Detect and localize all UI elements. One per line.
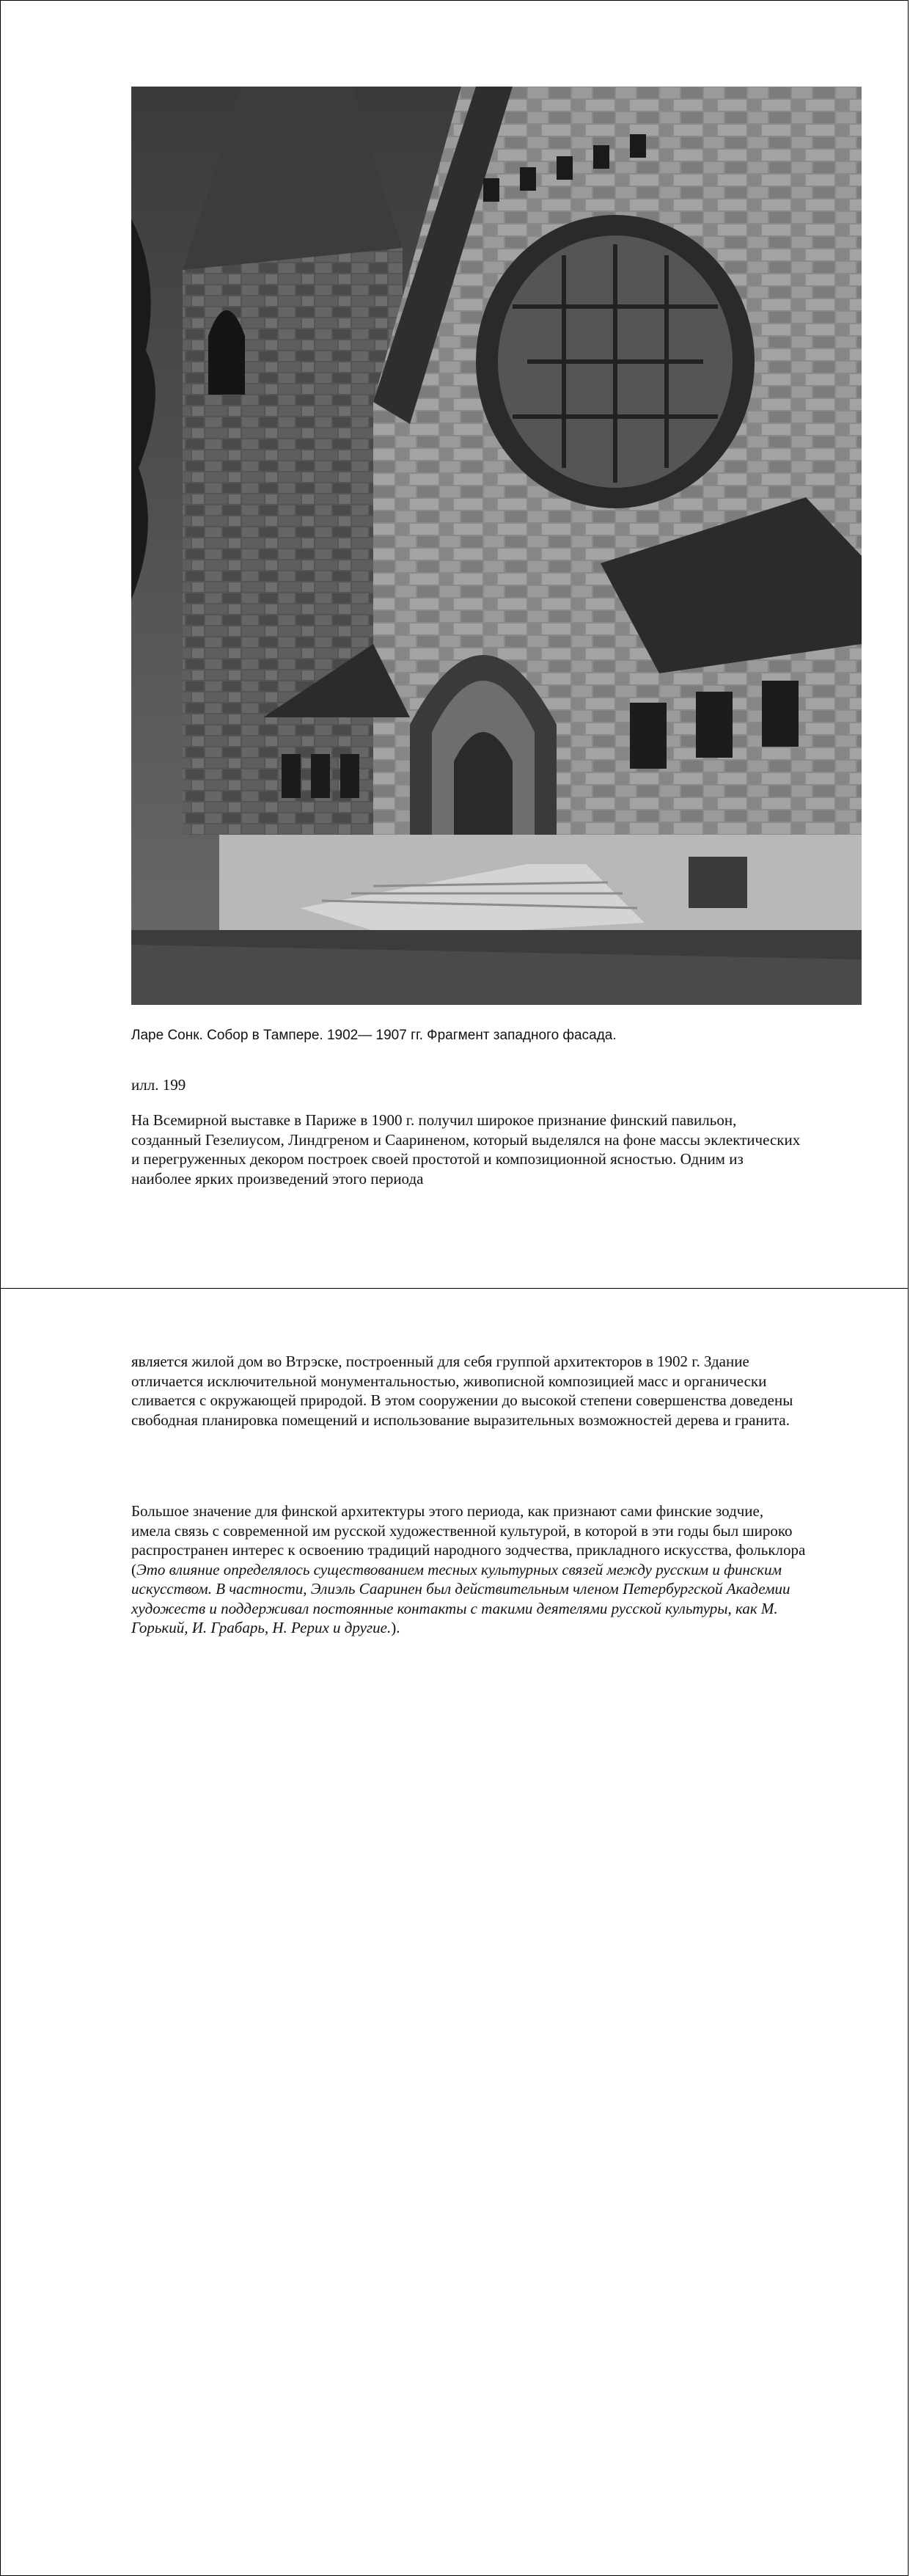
illustration-label: илл. 199 bbox=[131, 1076, 186, 1094]
paragraph-1: На Всемирной выставке в Париже в 1900 г. получил широкое признание финский павильон, созданный Гезелиусом, Линдгреном и Саариненом, который выделялся на фоне массы эклектических и перегруженных декором построек своей простотой и композиционной ясностью. Одним из наиболее ярких произведений этого периода bbox=[131, 1111, 801, 1188]
paragraph-3-italic-note: Это влияние определялось существованием тесных культурных связей между русским и финским искусством. В частности, Элиэль Сааринен был действительным членом Петербургской Академии художеств и поддерживал постоянные контакты с такими деятелями русской культуры, как М. Горький, И. Грабарь, Н. Рерих и другие. bbox=[131, 1560, 790, 1636]
page-2 bbox=[0, 1288, 909, 2576]
cathedral-facade-image bbox=[131, 87, 862, 1005]
paragraph-2: является жилой дом во Втрэске, построенный для себя группой архитекторов в 1902 г. Здание отличается исключительной монументальностью, живописной композицией масс и органически сливается с окружающей природой. В этом сооружении до высокой степени совершенства доведены свободная планировка помещений и использование выразительных возможностей дерева и гранита. bbox=[131, 1353, 793, 1429]
page-1 bbox=[0, 0, 909, 1289]
paragraph-3 bbox=[131, 1501, 806, 1638]
cathedral-photo bbox=[131, 87, 862, 1005]
paragraph-3-end: ). bbox=[391, 1619, 400, 1636]
figure-caption: Ларе Сонк. Собор в Тампере. 1902— 1907 гг. Фрагмент западного фасада. bbox=[131, 1028, 617, 1043]
paragraph-3-text: Большое значение для финской архитектуры этого периода, как признают сами финские зодчие, имела связь с современной им русской художественной культурой, в которой в эти годы был широко распространен интерес к освоению традиций народного зодчества, прикладного искусства, фольклора ( bbox=[131, 1502, 806, 1578]
